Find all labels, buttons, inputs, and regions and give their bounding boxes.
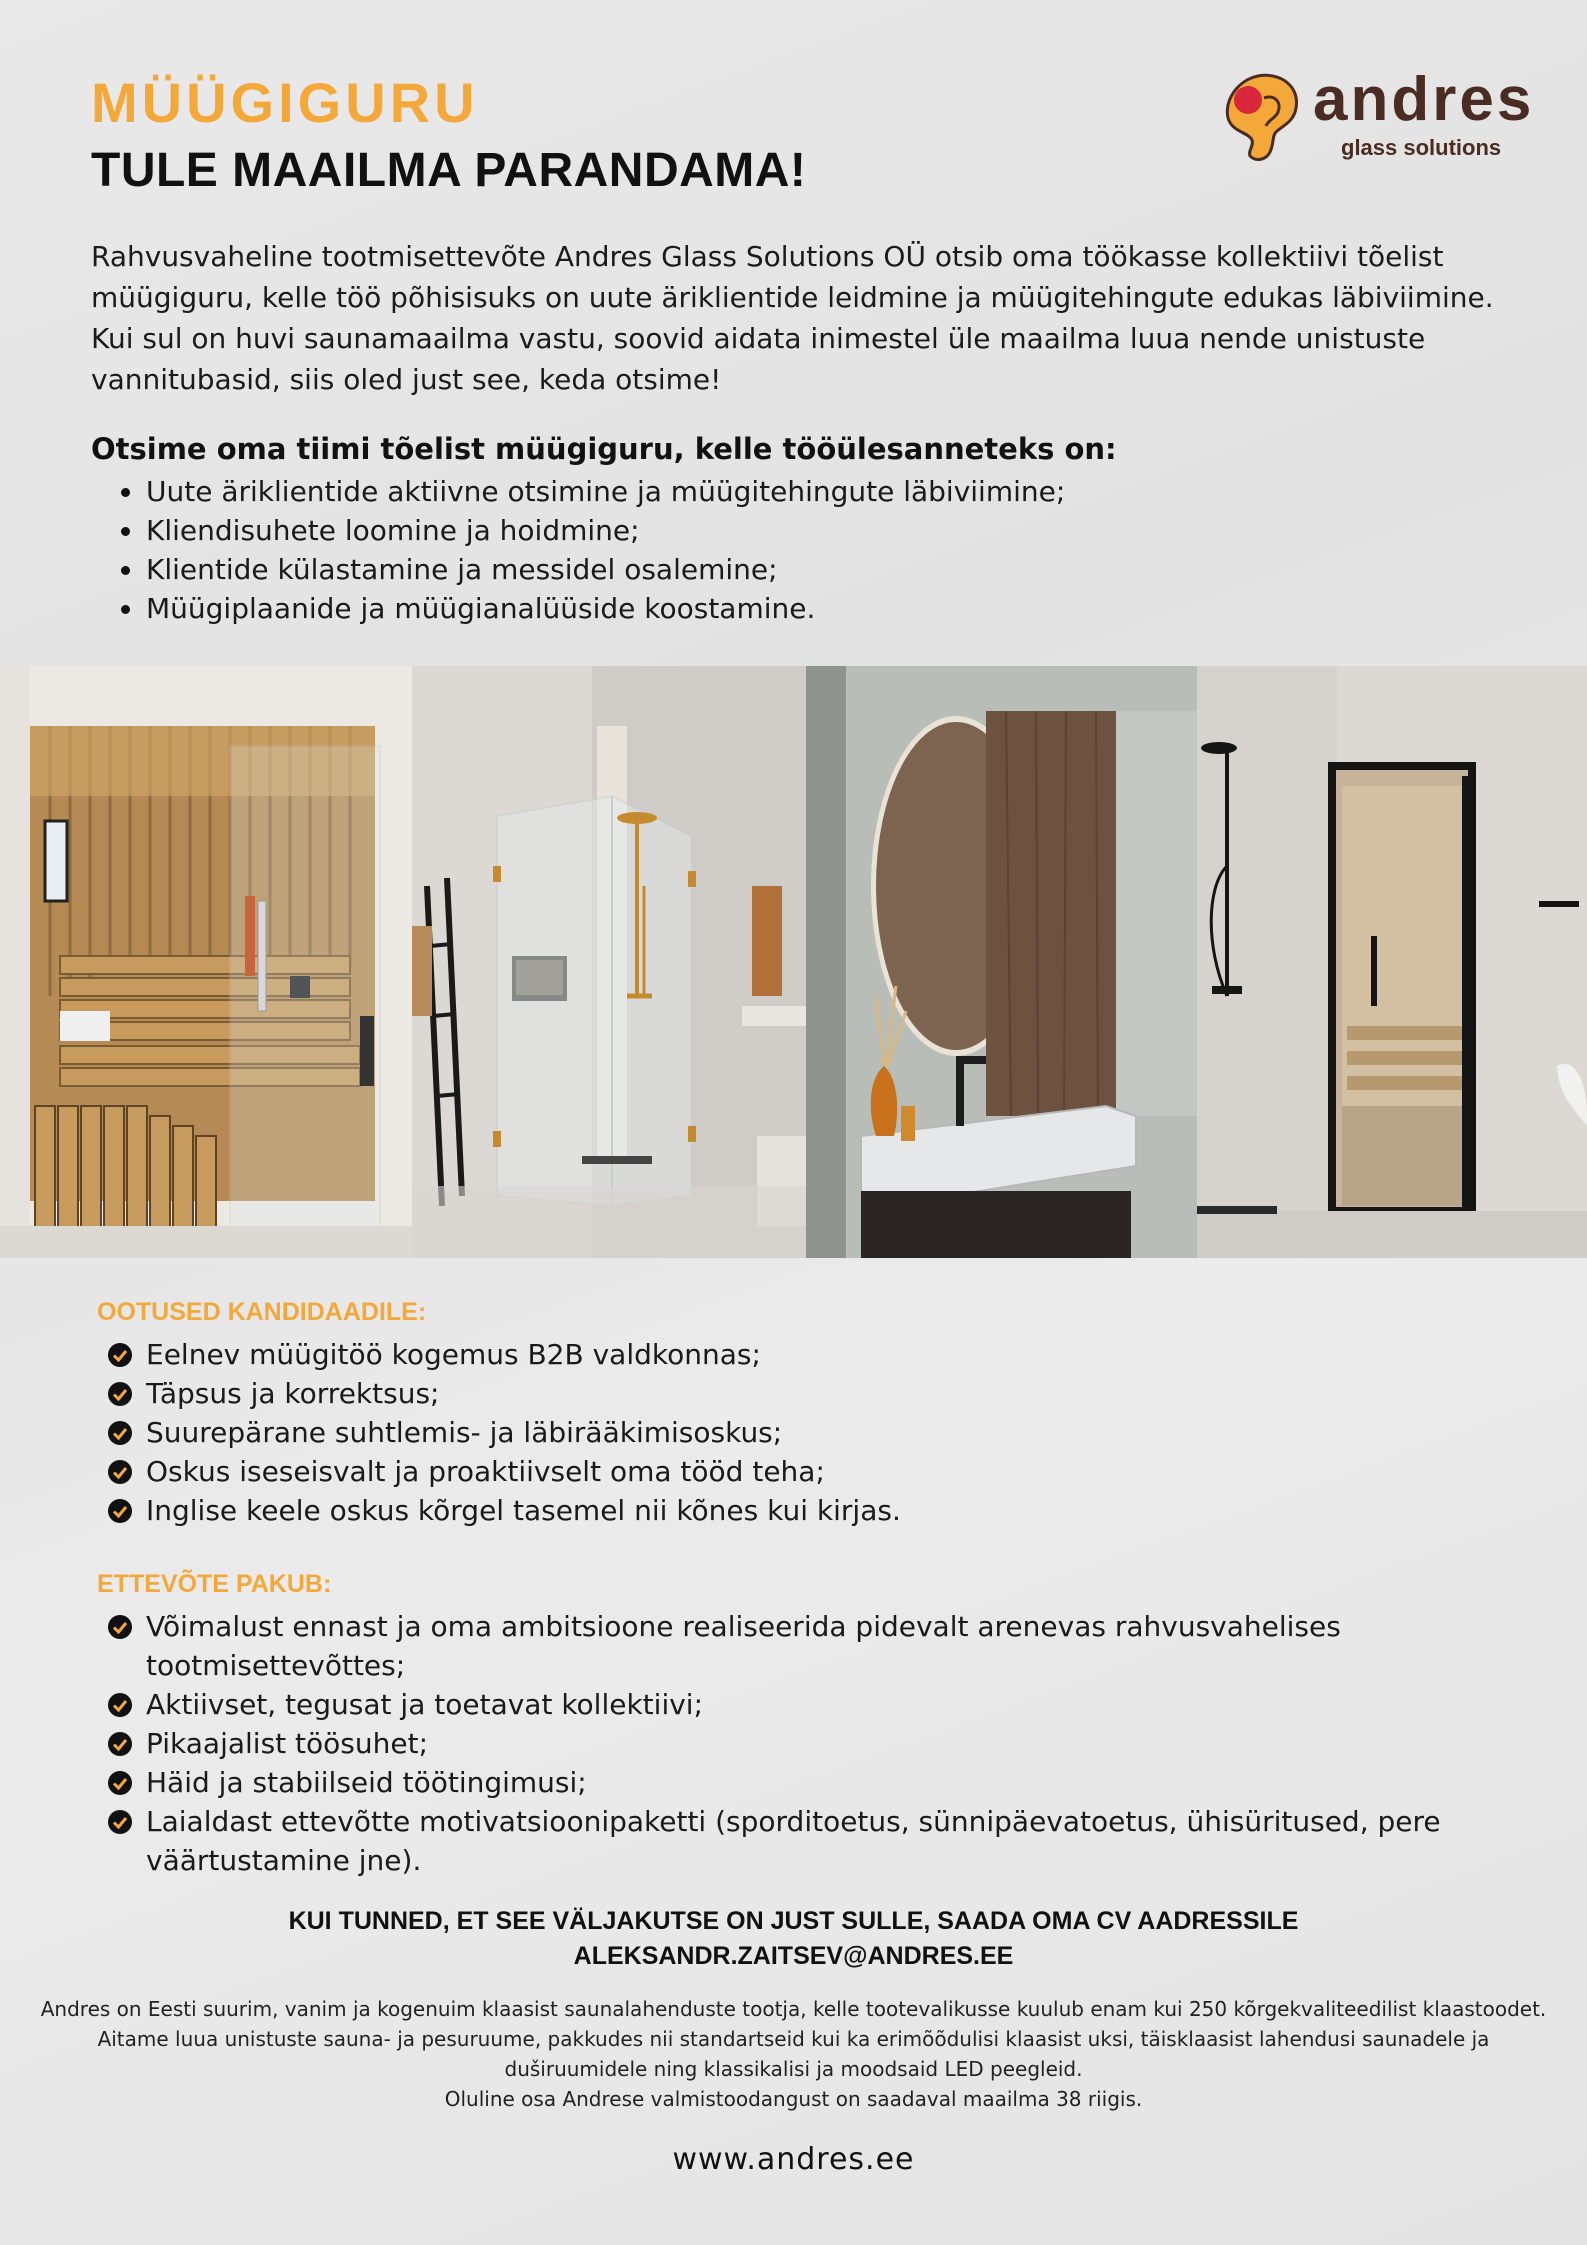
list-item-label: Aktiivset, tegusat ja toetavat kollektiivi; — [146, 1688, 704, 1721]
list-item-label: Eelnev müügitöö kogemus B2B valdkonnas; — [146, 1338, 761, 1371]
check-circle-icon — [108, 1732, 132, 1756]
list-item-label: Laialdast ettevõtte motivatsioonipaketti (sporditoetus, sünnipäevatoetus, ühisüritused, pere väärtustamine jne). — [146, 1805, 1441, 1877]
check-circle-icon — [108, 1460, 132, 1484]
about-company — [30, 1994, 1557, 2114]
about-line: Oluline osa Andrese valmistoodangust on saadaval maailma 38 riigis. — [444, 2087, 1143, 2111]
list-item-label: Pikaajalist töösuhet; — [146, 1727, 429, 1760]
list-item: Kliendisuhete loomine ja hoidmine; — [91, 511, 1065, 550]
list-item — [91, 1724, 1471, 1763]
list-item — [91, 1685, 1471, 1724]
list-item — [91, 1413, 901, 1452]
check-circle-icon — [108, 1382, 132, 1406]
list-item — [91, 1335, 901, 1374]
list-item-label: Võimalust ennast ja oma ambitsioone realiseerida pidevalt arenevas rahvusvahelises tootmisettevõttes; — [146, 1610, 1341, 1682]
sauna-photo — [0, 666, 412, 1258]
about-paragraph: Andres on Eesti suurim, vanim ja kogenuim klaasist saunalahenduste tootja, kelle tootevalikusse kuulub enam kui 250 kõrgekvaliteedilist klaastoodet. Aitame luua unistuste sauna- ja pesuruume, pakkudes nii standartseid kui ka erimõõdulisi klaasist uksi, täisklaasist lahendusi saunadele ja duširuumidele ning klassikalisi ja moodsaid LED peegleid. — [40, 1997, 1547, 2081]
expectations-title: OOTUSED KANDIDAADILE: — [97, 1298, 427, 1326]
check-circle-icon — [108, 1421, 132, 1445]
check-circle-icon — [108, 1771, 132, 1795]
kicker-title: MÜÜGIGURU — [91, 71, 479, 134]
offers-list — [91, 1607, 1471, 1880]
list-item-label: Inglise keele oskus kõrgel tasemel nii kõnes kui kirjas. — [146, 1494, 901, 1527]
list-item-label: Täpsus ja korrektsus; — [146, 1377, 440, 1410]
expectations-list — [91, 1335, 901, 1530]
photo-strip — [0, 666, 1587, 1258]
logo-tagline: glass solutions — [1341, 135, 1502, 160]
shower-photo — [412, 666, 806, 1258]
check-circle-icon — [108, 1693, 132, 1717]
list-item — [91, 1452, 901, 1491]
list-item — [91, 1374, 901, 1413]
check-circle-icon — [108, 1615, 132, 1639]
andres-logo — [1218, 65, 1535, 168]
tasks-title: Otsime oma tiimi tõelist müügiguru, kelle tööülesanneteks on: — [91, 432, 1117, 466]
list-item — [91, 1491, 901, 1530]
list-item-label: Häid ja stabiilseid töötingimusi; — [146, 1766, 587, 1799]
check-circle-icon — [108, 1343, 132, 1367]
mirror-photo — [806, 666, 1197, 1258]
door-photo — [1197, 666, 1587, 1258]
headline: TULE MAAILMA PARANDAMA! — [91, 144, 807, 197]
list-item — [91, 1802, 1471, 1880]
list-item: Müügiplaanide ja müügianalüüside koostamine. — [91, 589, 1065, 628]
list-item — [91, 1763, 1471, 1802]
list-item: Uute äriklientide aktiivne otsimine ja müügitehingute läbiviimine; — [91, 472, 1065, 511]
list-item-label: Suurepärane suhtlemis- ja läbirääkimisoskus; — [146, 1416, 783, 1449]
logo-mark-icon — [1218, 70, 1304, 166]
list-item — [91, 1607, 1471, 1685]
offers-title: ETTEVÕTE PAKUB: — [97, 1570, 332, 1598]
website-link[interactable]: www.andres.ee — [672, 2142, 915, 2177]
list-item-label: Oskus iseseisvalt ja proaktiivselt oma tööd teha; — [146, 1455, 825, 1488]
tasks-list — [91, 472, 1065, 628]
list-item: Klientide külastamine ja messidel osalemine; — [91, 550, 1065, 589]
check-circle-icon — [108, 1810, 132, 1834]
contact-email[interactable]: ALEKSANDR.ZAITSEV@ANDRES.EE — [573, 1942, 1014, 1970]
call-to-action — [0, 1904, 1587, 1974]
intro-paragraph: Rahvusvaheline tootmisettevõte Andres Glass Solutions OÜ otsib oma töökasse kollektiivi tõelist müügiguru, kelle töö põhisisuks on uute äriklientide leidmine ja müügitehingute edukas läbiviimine. Kui sul on huvi saunamaailma vastu, soovid aidata inimestel üle maailma luua nende unistuste vannitubasid, siis oled just see, keda otsime! — [91, 240, 1494, 396]
check-circle-icon — [108, 1499, 132, 1523]
cta-line: KUI TUNNED, ET SEE VÄLJAKUTSE ON JUST SULLE, SAADA OMA CV AADRESSILE — [288, 1907, 1299, 1935]
logo-wordmark: andres — [1313, 65, 1535, 134]
